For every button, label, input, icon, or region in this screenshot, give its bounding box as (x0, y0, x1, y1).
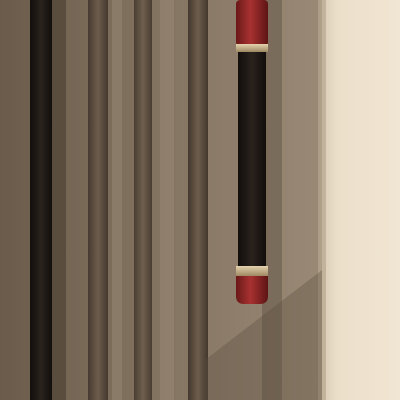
featured-cue-top-red (236, 0, 268, 46)
cue-shaft-2 (134, 0, 152, 400)
cue-shaft-1 (88, 0, 108, 400)
featured-cue-butt-cap (236, 276, 268, 304)
cue-stick-left (30, 0, 52, 400)
cue-stick-left-shadow (52, 0, 66, 400)
cue-shaft-3 (188, 0, 208, 400)
wall-highlight-2 (160, 0, 174, 400)
featured-cue-bottom-ferrule (236, 266, 268, 276)
bright-wall (322, 0, 400, 400)
wall-highlight-1 (112, 0, 122, 400)
featured-cue-handle (238, 52, 266, 268)
featured-cue-top-ferrule (236, 44, 268, 52)
